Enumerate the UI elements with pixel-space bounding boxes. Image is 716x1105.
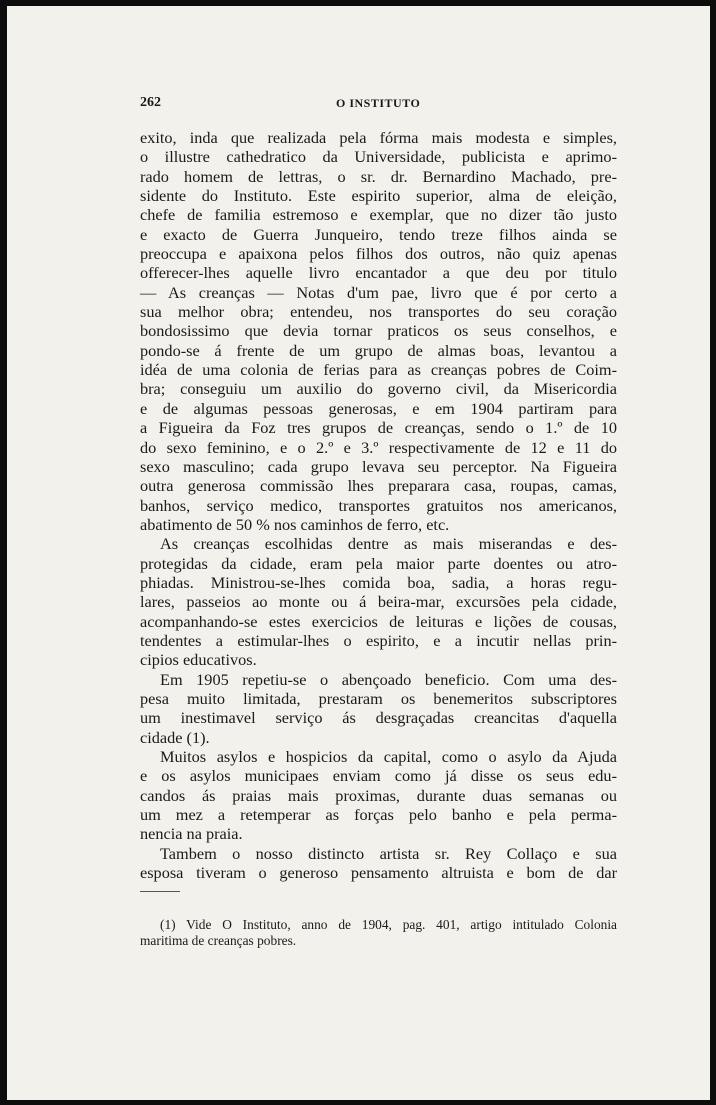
- body-line: candos ás praias mais proximas, durante duas semanas ou: [140, 785, 617, 805]
- footnote-rule: [140, 891, 180, 892]
- footnote: [140, 917, 617, 949]
- body-line: exito, inda que realizada pela fórma mais modesta e simples,: [140, 128, 617, 147]
- body-line: idéa de uma colonia de ferias para as creanças pobres de Coim-: [140, 360, 617, 380]
- body-line: offerecer-lhes aquelle livro encantador a que deu por titulo: [140, 263, 617, 283]
- body-line: cidade (1).: [140, 727, 210, 747]
- body-line: pondo-se á frente de um grupo de almas boas, levantou a: [140, 340, 617, 360]
- page-number: 262: [140, 95, 161, 110]
- body-line: cipios educativos.: [140, 650, 257, 670]
- body-line: Em 1905 repetiu-se o abençoado beneficio. Com uma des-: [160, 669, 617, 689]
- body-line: lares, passeios ao monte ou á beira-mar, excursões pela cidade,: [140, 592, 617, 612]
- body-line: nencia na praia.: [140, 824, 243, 844]
- body-line: pesa muito limitada, prestaram os benemeritos subscriptores: [140, 688, 617, 708]
- body-line: rado homem de lettras, o sr. dr. Bernardino Machado, pre-: [140, 166, 617, 186]
- body-line: bondosissimo que devia tornar praticos os seus conselhos, e: [140, 321, 617, 341]
- body-line: acompanhando-se estes exercicios de leituras e lições de cousas,: [140, 611, 617, 631]
- body-line: banhos, serviço medico, transportes gratuitos nos americanos,: [140, 495, 617, 515]
- body-line: As creanças escolhidas dentre as mais miserandas e des-: [160, 534, 617, 554]
- body-line: Tambem o nosso distincto artista sr. Rey Collaço e sua: [160, 843, 617, 863]
- body-text: [140, 128, 617, 882]
- body-line: — As creanças — Notas d'um pae, livro que é por certo a: [140, 282, 617, 302]
- body-line: um mez a retemperar as forças pelo banho e pela perma-: [140, 805, 617, 825]
- body-line: protegidas da cidade, eram pela maior parte doentes ou atro-: [140, 553, 617, 573]
- body-line: sua melhor obra; entendeu, nos transportes do seu coração: [140, 302, 617, 322]
- body-line: e de algumas pessoas generosas, e em 1904 partiram para: [140, 398, 617, 418]
- body-line: preoccupa e apaixona pelos filhos dos outros, não quiz apenas: [140, 244, 617, 264]
- body-line: o illustre cathedratico da Universidade, publicista e aprimo-: [140, 147, 617, 167]
- body-line: bra; conseguiu um auxilio do governo civil, da Misericordia: [140, 379, 617, 399]
- page-header: [140, 95, 606, 115]
- body-line: outra generosa commissão lhes preparara casa, roupas, camas,: [140, 476, 617, 496]
- body-line: sidente do Instituto. Este espirito superior, alma de eleição,: [140, 186, 617, 206]
- body-line: um inestimavel serviço ás desgraçadas creancitas d'aquella: [140, 708, 617, 728]
- body-line: chefe de familia estremoso e exemplar, que no dizer tão justo: [140, 205, 617, 225]
- body-line: e os asylos municipaes enviam como já disse os seus edu-: [140, 766, 617, 786]
- running-title: O INSTITUTO: [336, 96, 421, 110]
- body-line: do sexo feminino, e o 2.º e 3.º respectivamente de 12 e 11 do: [140, 437, 617, 457]
- footnote-line: (1) Vide O Instituto, anno de 1904, pag. 401, artigo intitulado Colonia: [160, 917, 617, 932]
- body-line: e exacto de Guerra Junqueiro, tendo treze filhos ainda se: [140, 224, 617, 244]
- body-line: a Figueira da Foz tres grupos de creanças, sendo o 1.º de 10: [140, 418, 617, 438]
- body-line: tendentes a estimular-lhes o espirito, e a incutir nellas prin-: [140, 630, 617, 650]
- body-line: esposa tiveram o generoso pensamento altruista e bom de dar: [140, 863, 617, 883]
- body-line: abatimento de 50 % nos caminhos de ferro, etc.: [140, 514, 450, 534]
- body-line: sexo masculino; cada grupo levava seu perceptor. Na Figueira: [140, 456, 617, 476]
- footnote-line: maritima de creanças pobres.: [140, 933, 297, 948]
- body-line: Muitos asylos e hospicios da capital, como o asylo da Ajuda: [160, 747, 617, 766]
- body-line: phiadas. Ministrou-se-lhes comida boa, sadia, a horas regu-: [140, 572, 617, 592]
